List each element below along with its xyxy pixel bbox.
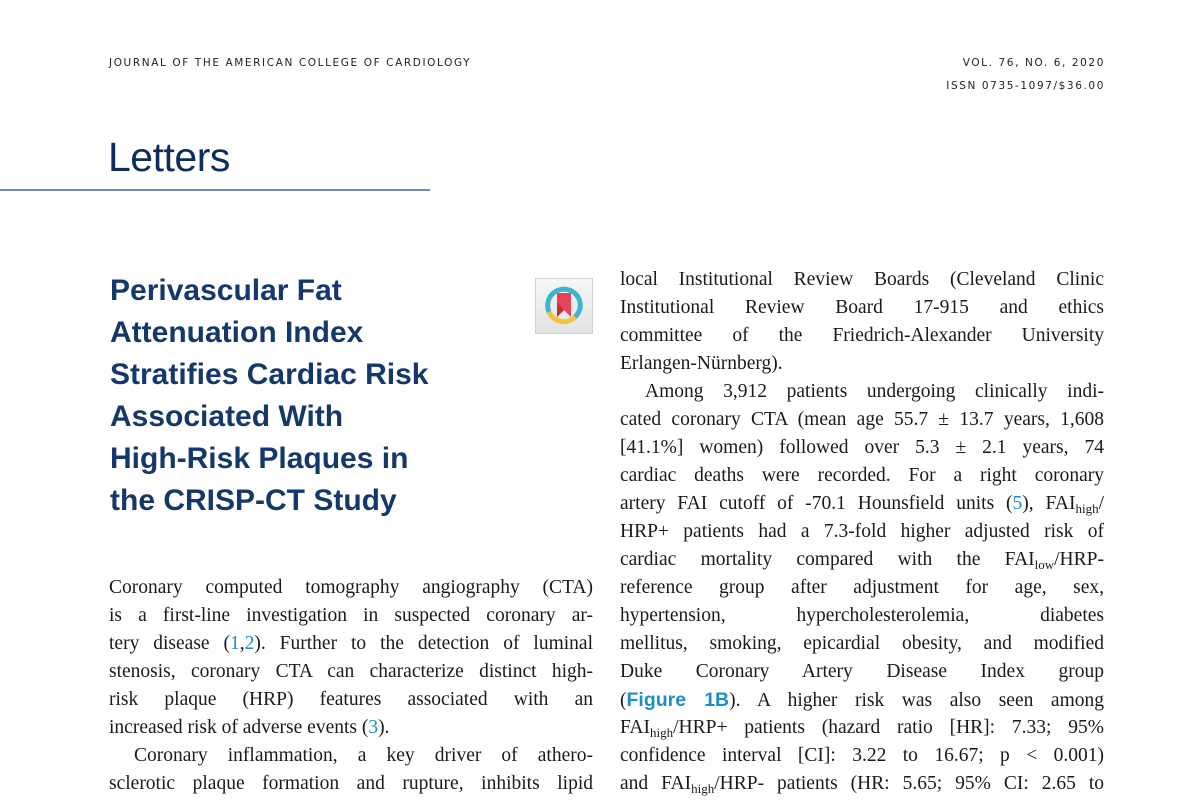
text-segment: and FAI	[620, 773, 692, 794]
title-line: Stratifies Cardiac Risk	[110, 358, 429, 391]
text-line	[109, 574, 593, 602]
text-segment: HRP+ patients had a 7.3-fold higher adjusted risk of	[620, 521, 1104, 542]
text-segment: FAI	[620, 717, 650, 738]
subscript: high	[649, 725, 674, 740]
subscript: high	[1075, 501, 1099, 516]
text-line	[620, 490, 1104, 518]
text-segment: artery FAI cutoff of -70.1 Hounsfield units (	[620, 493, 1013, 514]
title-line: the CRISP-CT Study	[110, 484, 397, 517]
text-segment: ). Further to the detection of luminal	[254, 633, 593, 654]
text-line	[620, 630, 1104, 658]
text-segment: ), FAI	[1022, 493, 1076, 514]
text-segment: increased risk of adverse events (	[109, 717, 369, 738]
crossmark-bookmark-icon	[536, 279, 592, 333]
text-line	[620, 602, 1104, 630]
text-segment: Erlangen-Nürnberg).	[620, 353, 783, 374]
text-segment: ). A higher risk was also seen among	[729, 690, 1104, 711]
text-segment: mellitus, smoking, epicardial obesity, and modified	[620, 633, 1104, 654]
right-text-column	[620, 266, 1104, 798]
text-segment: risk plaque (HRP) features associated with an	[109, 689, 593, 710]
journal-name: JOURNAL OF THE AMERICAN COLLEGE OF CARDIOLOGY	[109, 57, 472, 69]
text-line	[620, 294, 1104, 322]
text-segment: cated coronary CTA (mean age 55.7 ± 13.7 years, 1,608	[620, 409, 1104, 430]
text-line	[109, 770, 593, 798]
text-segment: /HRP-	[1054, 549, 1104, 570]
text-line	[620, 406, 1104, 434]
text-line	[109, 686, 593, 714]
title-line: Attenuation Index	[110, 316, 364, 349]
text-segment: reference group after adjustment for age, sex,	[620, 577, 1104, 598]
text-line	[109, 658, 593, 686]
text-segment: sclerotic plaque formation and rupture, inhibits lipid	[109, 773, 593, 794]
text-segment: Coronary inflammation, a key driver of athero-	[134, 745, 593, 766]
text-segment: cardiac deaths were recorded. For a right coronary	[620, 465, 1104, 486]
text-segment: stenosis, coronary CTA can characterize distinct high-	[109, 661, 593, 682]
figure-link[interactable]: Figure 1B	[626, 689, 730, 711]
text-segment: confidence interval [CI]: 3.22 to 16.67; p < 0.001)	[620, 745, 1104, 766]
text-line	[620, 686, 1104, 714]
title-line: High-Risk Plaques in	[110, 442, 409, 475]
text-segment: committee of the Friedrich-Alexander University	[620, 325, 1104, 346]
text-segment: Coronary computed tomography angiography (CTA)	[109, 577, 593, 598]
text-segment: local Institutional Review Boards (Cleveland Clinic	[620, 269, 1104, 290]
section-divider	[0, 189, 430, 191]
text-line	[620, 770, 1104, 798]
text-line	[620, 266, 1104, 294]
text-line	[620, 518, 1104, 546]
text-line	[620, 742, 1104, 770]
text-line	[620, 574, 1104, 602]
text-segment: Among 3,912 patients undergoing clinically indi-	[645, 381, 1104, 402]
text-line	[620, 714, 1104, 742]
text-segment: (	[620, 690, 627, 711]
text-line	[109, 714, 593, 742]
volume-info: VOL. 76, NO. 6, 2020	[962, 57, 1105, 69]
text-segment: hypertension, hypercholesterolemia, diabetes	[620, 605, 1104, 626]
text-segment: cardiac mortality compared with the FAI	[620, 549, 1035, 570]
crossmark-button[interactable]	[535, 278, 593, 334]
text-line	[109, 602, 593, 630]
left-text-column	[109, 574, 593, 798]
text-line	[620, 434, 1104, 462]
text-line	[620, 658, 1104, 686]
title-line: Associated With	[110, 400, 344, 433]
text-segment: is a first-line investigation in suspected coronary ar-	[109, 605, 593, 626]
text-segment: [41.1%] women) followed over 5.3 ± 2.1 years, 74	[620, 437, 1104, 458]
title-line: Perivascular Fat	[110, 274, 342, 307]
text-line	[620, 322, 1104, 350]
text-line	[620, 350, 1104, 378]
text-line	[620, 378, 1104, 406]
issn-info: ISSN 0735-1097/$36.00	[946, 80, 1105, 92]
text-segment: ).	[378, 717, 390, 738]
reference-link[interactable]: 3	[368, 717, 379, 738]
text-line	[109, 742, 593, 770]
text-line	[620, 462, 1104, 490]
reference-link[interactable]: 5	[1012, 493, 1023, 514]
reference-link[interactable]: 2	[244, 633, 255, 654]
subscript: high	[691, 781, 715, 796]
text-segment: /	[1098, 493, 1105, 514]
section-title: Letters	[108, 134, 230, 180]
text-segment: ,	[239, 633, 245, 654]
text-line	[620, 546, 1104, 574]
text-segment: /HRP+ patients (hazard ratio [HR]: 7.33; 95%	[673, 717, 1104, 738]
text-segment: Duke Coronary Artery Disease Index group	[620, 661, 1104, 682]
text-segment: Institutional Review Board 17-915 and ethics	[620, 297, 1104, 318]
reference-link[interactable]: 1	[229, 633, 240, 654]
text-line	[109, 630, 593, 658]
article-title	[110, 270, 500, 522]
subscript: low	[1034, 557, 1055, 572]
text-segment: /HRP- patients (HR: 5.65; 95% CI: 2.65 to	[714, 773, 1104, 794]
text-segment: tery disease (	[109, 633, 230, 654]
